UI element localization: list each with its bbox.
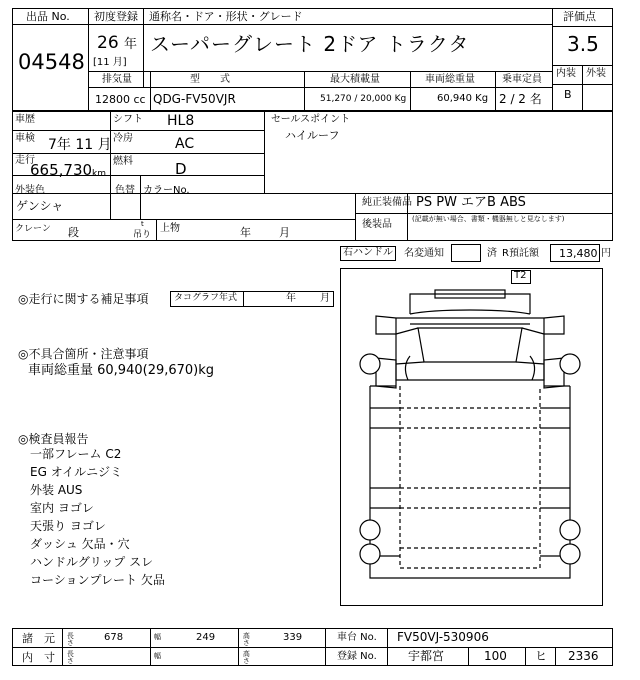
tachograph-label: タコグラフ年式 (174, 293, 238, 303)
color-change-label: 色替 (115, 185, 135, 196)
registration-area: 宇都宮 (408, 649, 445, 663)
inspection: 7年 11 月 (48, 137, 112, 153)
sales-point: ハイルーフ (285, 129, 340, 142)
chassis-number: FV50VJ-530906 (397, 630, 489, 644)
length-label: 長さ (66, 632, 75, 646)
lot-number: 04548 (18, 50, 85, 74)
tachograph-year: 年 (286, 293, 296, 304)
color-label: 外装色 (15, 185, 45, 196)
ac: AC (175, 136, 195, 152)
first-registration-label: 初度登録 (94, 10, 138, 23)
inspection-label: 車検 (15, 133, 35, 144)
inner-width-label: 幅 (154, 652, 161, 660)
body-month: 月 (279, 226, 290, 239)
spec-label: 諸 元 (22, 632, 55, 645)
equipment-label: 純正装備品 (362, 197, 412, 208)
height-label: 高さ (242, 632, 251, 646)
registration-year-unit: 年 (124, 37, 138, 52)
diagram-tag-text: T2 (514, 270, 527, 281)
inspector-line: 一部フレーム C2 (30, 447, 122, 461)
width-label: 幅 (154, 633, 161, 641)
inspector-line: EG オイルニジミ (30, 465, 123, 479)
color-code-label: カラーNo. (143, 185, 190, 196)
recycle-unit: 円 (601, 248, 611, 259)
gross-weight: 60,940 Kg (437, 93, 489, 104)
inspector-line: 天張り ヨゴレ (30, 519, 106, 533)
ac-label: 冷房 (113, 133, 133, 144)
shift: HL8 (167, 113, 195, 129)
inner-height-label: 高さ (242, 650, 251, 664)
inspector-line: 室内 ヨゴレ (30, 501, 94, 515)
registration-kana: ヒ (535, 649, 548, 663)
height: 339 (283, 632, 303, 643)
body-year: 年 (240, 226, 251, 239)
history-label: 車歴 (15, 114, 35, 125)
crane-dan: 段 (68, 226, 79, 239)
aftermarket-note: (記載が無い場合、書類・機器無しと見なします) (412, 215, 565, 223)
overall-grade: 3.5 (567, 32, 599, 56)
recycle-deposit: 13,480 (559, 247, 598, 260)
registration-class: 100 (484, 649, 507, 663)
inspector-line: 外装 AUS (30, 483, 83, 497)
crane-tsuri: 吊り (133, 230, 152, 240)
lot-number-label: 出品 No. (26, 10, 70, 23)
model-code-label: 型 式 (190, 74, 230, 85)
displacement-label: 排気量 (102, 74, 132, 85)
running-notes-label: ◎走行に関する補足事項 (18, 292, 149, 306)
max-load: 51,270 / 20,000 Kg (320, 94, 407, 104)
body-label: 上物 (160, 223, 180, 234)
mileage-unit: km (92, 169, 106, 179)
fuel-label: 燃料 (113, 156, 133, 167)
equipment: PS PW エアB ABS (416, 195, 526, 210)
defect-text: 車両総重量 60,940(29,670)kg (28, 363, 215, 378)
steering: 右ハンドル (343, 247, 393, 258)
inspector-line: ハンドルグリップ スレ (30, 555, 154, 569)
crane-ton: t (141, 220, 144, 228)
exterior-color: ゲンシャ (16, 199, 64, 213)
model-name: スーパーグレート 2ドア トラクタ (150, 32, 470, 56)
recycle-deposit-label: R預託額 (502, 248, 539, 259)
interior-grade: B (564, 88, 572, 101)
aftermarket-label: 後装品 (362, 219, 392, 230)
capacity-label: 乗車定員 (502, 74, 542, 85)
name-change-label: 名変通知 (404, 248, 444, 259)
recycle-status: 済 (487, 248, 497, 259)
defects-label: ◎不具合箇所・注意事項 (18, 347, 149, 361)
registration-number: 2336 (568, 649, 599, 663)
crane-label: クレーン (15, 224, 51, 234)
inspector-report-label: ◎検査員報告 (18, 432, 89, 446)
capacity: 2 / 2 名 (499, 92, 542, 106)
inner-length-label: 長さ (66, 650, 75, 664)
displacement: 12800 cc (95, 93, 146, 106)
max-load-label: 最大積載量 (330, 74, 380, 85)
model-code: QDG-FV50VJR (153, 92, 236, 106)
inner-dimension-label: 内 寸 (22, 651, 55, 664)
registration-label: 登録 No. (337, 651, 377, 662)
registration-month: [11 月] (93, 57, 127, 68)
interior-grade-label: 内装 (556, 68, 576, 79)
tachograph-month: 月 (320, 293, 330, 304)
mileage: 665,730 (30, 161, 93, 179)
exterior-grade-label: 外装 (586, 68, 606, 79)
sales-point-label: セールスポイント (271, 114, 351, 125)
registration-year: 26 (97, 33, 119, 53)
chassis-label: 車台 No. (337, 632, 377, 643)
width: 249 (196, 632, 216, 643)
length: 678 (104, 632, 124, 643)
inspector-line: コーションプレート 欠品 (30, 573, 165, 587)
fuel: D (175, 160, 187, 178)
car-name-label: 通称名・ドア・形状・グレード (149, 10, 303, 23)
truck-top-view-diagram (340, 268, 603, 606)
inspector-line: ダッシュ 欠品・穴 (30, 537, 130, 551)
name-change-box (451, 244, 481, 262)
shift-label: シフト (113, 114, 143, 125)
mileage-label: 走行 (15, 155, 35, 166)
gross-weight-label: 車両総重量 (425, 74, 475, 85)
grade-label: 評価点 (563, 10, 596, 23)
